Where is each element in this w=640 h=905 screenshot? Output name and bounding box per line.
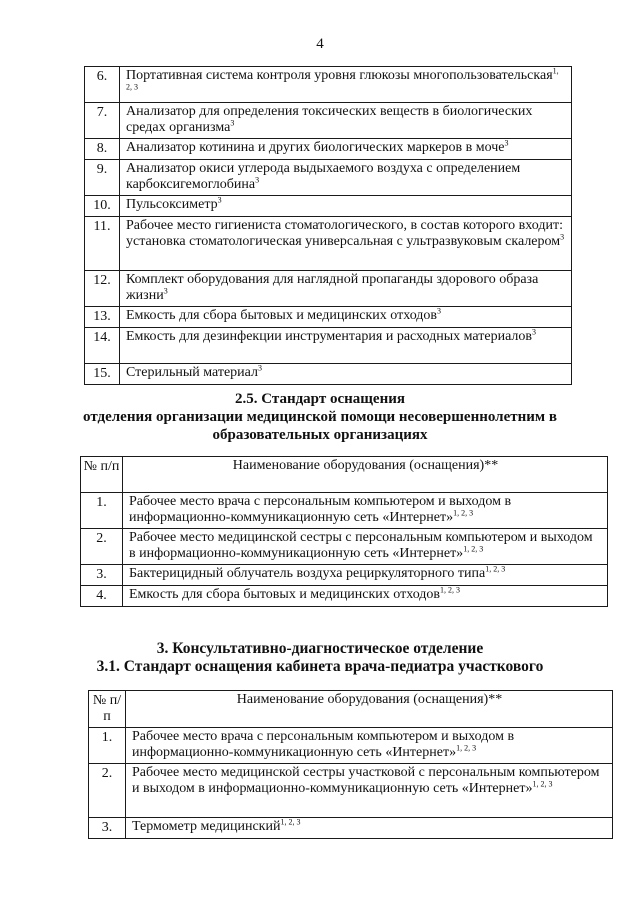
heading-line: образовательных организациях: [212, 427, 428, 443]
equipment-table-3-1: [88, 690, 613, 839]
row-footnote: 3: [258, 363, 263, 373]
row-label: Анализатор окиси углерода выдыхаемого воздуха с определением карбоксигемоглобина: [126, 161, 521, 192]
row-text: [123, 565, 608, 586]
row-label: Портативная система контроля уровня глюкозы многопользовательская: [126, 68, 553, 83]
row-number: 12.: [85, 271, 120, 307]
table-row: [85, 160, 572, 196]
row-label: Рабочее место врача с персональным компьютером и выходом в информационно-коммуникационную сеть «Интернет»: [129, 494, 512, 525]
table-row: [85, 271, 572, 307]
row-label: Анализатор для определения токсических веществ в биологических средах организма: [126, 104, 533, 135]
row-footnote: 3: [437, 306, 442, 316]
table-row: [85, 196, 572, 217]
row-footnote: 1, 2, 3: [456, 743, 477, 753]
row-label: Рабочее место гигиениста стоматологического, в состав которого входит: установка стоматологическая универсальная с ультразвуковым скалером: [126, 218, 563, 249]
row-footnote: 1, 2, 3: [453, 508, 474, 518]
row-footnote: 1, 2, 3: [463, 544, 484, 554]
table-row: [81, 565, 608, 586]
row-footnote: 3: [230, 118, 235, 128]
row-label: Бактерицидный облучатель воздуха рециркуляторного типа: [129, 566, 486, 581]
row-label: Стерильный материал: [126, 365, 259, 380]
row-text: [120, 196, 572, 217]
row-footnote: 3: [217, 195, 222, 205]
row-footnote: 1, 2, 3: [126, 66, 559, 92]
row-label: Рабочее место врача с персональным компьютером и выходом в информационно-коммуникационную сеть «Интернет»: [132, 729, 515, 760]
row-text: [126, 764, 613, 818]
table-row: [89, 728, 613, 764]
row-text: [120, 139, 572, 160]
row-label: Емкость для сбора бытовых и медицинских отходов: [126, 308, 438, 323]
row-label: Термометр медицинский: [132, 819, 281, 834]
row-footnote: 3: [504, 138, 509, 148]
table-header-row: [89, 691, 613, 728]
row-text: [120, 103, 572, 139]
row-footnote: 3: [163, 286, 168, 296]
section-3-heading: [0, 640, 640, 676]
row-footnote: 3: [255, 175, 260, 185]
table-row: [85, 307, 572, 328]
row-footnote: 1, 2, 3: [280, 817, 301, 827]
row-number: 1.: [81, 493, 123, 529]
row-footnote: 1, 2, 3: [532, 779, 553, 789]
table-row: [89, 764, 613, 818]
row-number: 2.: [89, 764, 126, 818]
row-text: [120, 67, 572, 103]
row-number: 14.: [85, 328, 120, 364]
heading-line: 3. Консультативно-диагностическое отделение: [156, 640, 484, 657]
row-footnote: 1, 2, 3: [440, 585, 461, 595]
table-row: [85, 103, 572, 139]
row-number: 6.: [85, 67, 120, 103]
row-text: [120, 307, 572, 328]
row-text: [126, 818, 613, 839]
table-row: [85, 67, 572, 103]
table-row: [81, 586, 608, 607]
row-text: [126, 728, 613, 764]
row-label: Рабочее место медицинской сестры с персональным компьютером и выходом в информационно-коммуникационную сеть «Интернет»: [129, 530, 593, 561]
row-number: 3.: [89, 818, 126, 839]
row-label: Емкость для дезинфекции инструментария и расходных материалов: [126, 329, 533, 344]
heading-line: 3.1. Стандарт оснащения кабинета врача-педиатра участкового: [96, 658, 544, 675]
heading-line: 2.5. Стандарт оснащения: [235, 391, 405, 407]
row-text: [120, 217, 572, 271]
section-2-5-heading: [0, 390, 640, 444]
row-text: [123, 493, 608, 529]
row-number: 10.: [85, 196, 120, 217]
equipment-table-2-5: [80, 456, 608, 607]
row-number: 4.: [81, 586, 123, 607]
table-header-row: [81, 457, 608, 493]
equipment-table-continued: [84, 66, 572, 385]
row-number: 1.: [89, 728, 126, 764]
header-name: Наименование оборудования (оснащения)**: [123, 457, 608, 493]
row-label: Анализатор котинина и других биологических маркеров в моче: [126, 140, 505, 155]
table-row: [81, 493, 608, 529]
row-text: [120, 160, 572, 196]
heading-line: отделения организации медицинской помощи несовершеннолетним в: [83, 409, 557, 425]
row-number: 11.: [85, 217, 120, 271]
row-label: Пульсоксиметр: [126, 197, 218, 212]
table-row: [81, 529, 608, 565]
header-name: Наименование оборудования (оснащения)**: [126, 691, 613, 728]
row-text: [123, 586, 608, 607]
row-number: 15.: [85, 364, 120, 385]
row-footnote: 3: [532, 327, 537, 337]
row-footnote: 3: [560, 232, 565, 242]
table-row: [85, 139, 572, 160]
row-number: 3.: [81, 565, 123, 586]
header-number: № п/п: [89, 691, 126, 728]
row-number: 8.: [85, 139, 120, 160]
row-number: 9.: [85, 160, 120, 196]
row-label: Емкость для сбора бытовых и медицинских отходов: [129, 587, 441, 602]
row-text: [120, 328, 572, 364]
row-text: [120, 364, 572, 385]
page-number: 4: [316, 36, 324, 52]
row-text: [120, 271, 572, 307]
row-label: Комплект оборудования для наглядной пропаганды здорового образа жизни: [126, 272, 539, 303]
table-row: [85, 364, 572, 385]
row-label: Рабочее место медицинской сестры участковой с персональным компьютером и выходом в информационно-коммуникационную сеть «Интернет»: [132, 765, 600, 796]
table-row: [89, 818, 613, 839]
table-row: [85, 328, 572, 364]
row-number: 7.: [85, 103, 120, 139]
row-number: 13.: [85, 307, 120, 328]
row-text: [123, 529, 608, 565]
table-row: [85, 217, 572, 271]
row-footnote: 1, 2, 3: [485, 564, 506, 574]
header-number: № п/п: [81, 457, 123, 493]
row-number: 2.: [81, 529, 123, 565]
